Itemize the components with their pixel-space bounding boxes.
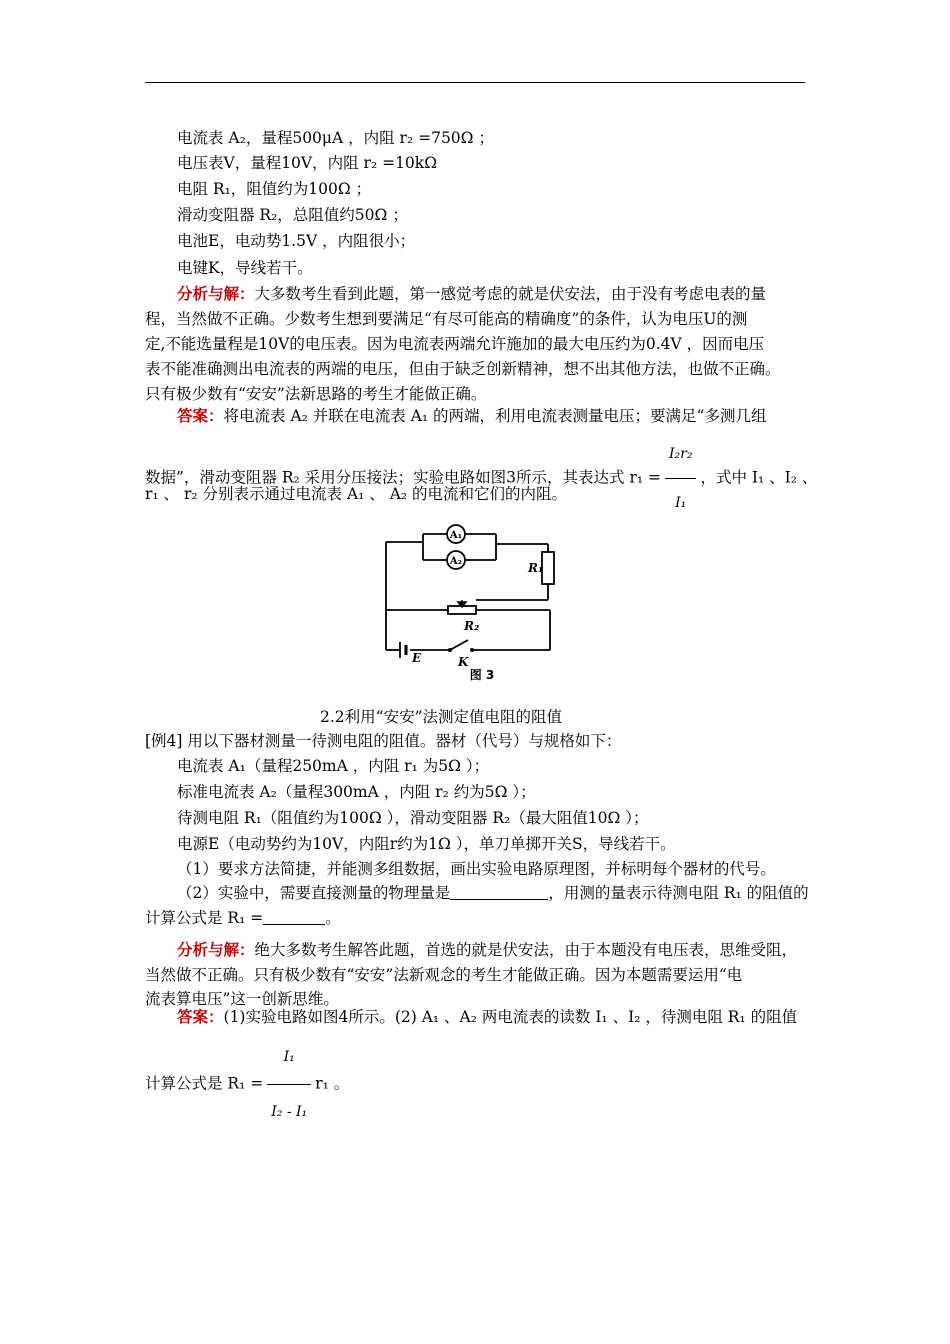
ex4-analysis-line-1 bbox=[177, 940, 797, 960]
ex4-answer-text-2a: 计算公式是 R₁ = bbox=[145, 1074, 264, 1093]
ex4-analysis-line-3: 流表算电压”这一创新思维。 bbox=[145, 990, 339, 1008]
ex3-analysis-line-1 bbox=[177, 284, 766, 304]
ex4-line-2: 标准电流表 A₂（量程300mA ，内阻 r₂ 约为5Ω ）； bbox=[177, 783, 536, 801]
circuit-diagram bbox=[378, 522, 578, 682]
ex3-line-2: 电压表V，量程10V，内阻 r₂ =10kΩ bbox=[177, 154, 438, 172]
ex4-formula-denominator: I₂ - I₁ bbox=[271, 1104, 308, 1120]
ex4-intro: [例4] 用以下器材测量一待测电阻的阻值。器材（代号）与规格如下： bbox=[145, 732, 622, 750]
ex4-answer-text-2b: r₁ 。 bbox=[315, 1074, 350, 1093]
ex3-line-3: 电阻 R₁，阻值约为100Ω ； bbox=[177, 180, 372, 198]
ex3-formula-denominator: I₁ bbox=[675, 495, 687, 511]
ex3-answer-line-3: r₁ 、 r₂ 分别表示通过电流表 A₁ 、 A₂ 的电流和它们的内阻。 bbox=[145, 485, 568, 503]
ex4-analysis-text-1: 绝大多数考生解答此题，首选的就是伏安法，由于本题没有电压表，思维受阻， bbox=[254, 941, 798, 959]
ex4-answer-line-1 bbox=[177, 1007, 797, 1027]
ex4-question-2-line-2 bbox=[145, 908, 341, 928]
ex3-answer-text-1: 将电流表 A₂ 并联在电流表 A₁ 的两端，利用电流表测量电压；要满足“多测几组 bbox=[223, 407, 767, 425]
ex3-analysis-line-2: 程，当然做不正确。少数考生想到要满足“有尽可能高的精确度”的条件，认为电压U的测 bbox=[145, 310, 748, 328]
ex4-q2-text-d: 。 bbox=[325, 909, 341, 927]
header-rule bbox=[145, 82, 805, 83]
ex3-analysis-line-5: 只有极少数有“安安”法新思路的考生才能做正确。 bbox=[145, 385, 487, 403]
ex4-line-3: 待测电阻 R₁（阻值约为100Ω ），滑动变阻器 R₂（最大阻值10Ω ）； bbox=[177, 809, 649, 827]
ex3-answer-line-2 bbox=[145, 432, 817, 525]
r1-label: R₁ bbox=[528, 561, 544, 575]
ex3-line-5: 电池E，电动势1.5V ，内阻很小； bbox=[177, 232, 416, 250]
ex3-analysis-line-4: 表不能准确测出电流表的两端的电压，但由于缺乏创新精神，想不出其他方法，也做不正确。 bbox=[145, 360, 781, 378]
meter-a2-label: A₂ bbox=[449, 556, 463, 567]
ex3-line-4: 滑动变阻器 R₂，总阻值约50Ω ； bbox=[177, 206, 408, 224]
ex4-q2-blank-1 bbox=[450, 884, 548, 900]
ex3-answer-line-1 bbox=[177, 406, 766, 426]
ex3-analysis-text-1: 大多数考生看到此题，第一感觉考虑的就是伏安法，由于没有考虑电表的量 bbox=[254, 285, 767, 303]
ex3-analysis-line-3: 定,不能选量程是10V的电压表。因为电流表两端允许施加的最大电压约为0.4V ，因而电压 bbox=[145, 335, 765, 353]
ex3-line-6: 电键K，导线若干。 bbox=[177, 259, 313, 277]
ex3-formula-numerator: I₂r₂ bbox=[665, 432, 696, 479]
ex3-analysis-label: 分析与解： bbox=[177, 284, 255, 303]
ex4-answer-label: 答案： bbox=[177, 1007, 224, 1026]
ex4-line-4: 电源E（电动势约为10V，内阻r约为1Ω ），单刀单掷开关S，导线若干。 bbox=[177, 835, 676, 853]
ex4-analysis-line-2: 当然做不正确。只有极少数有“安安”法新观念的考生才能做正确。因为本题需要运用“电 bbox=[145, 966, 743, 984]
ex4-answer-text-1: (1)实验电路如图4所示。(2) A₁ 、A₂ 两电流表的读数 I₁ 、I₂ ，待测电阻 R₁ 的阻值 bbox=[223, 1008, 798, 1026]
ex4-q2-blank-2 bbox=[263, 909, 325, 925]
ex4-q2-text-a: （2）实验中，需要直接测量的物理量是 bbox=[177, 884, 451, 902]
section-heading: 2.2利用“安安”法测定值电阻的阻值 bbox=[320, 708, 562, 726]
ex4-formula-fraction bbox=[267, 1032, 311, 1137]
figure-caption: 图 3 bbox=[469, 668, 495, 682]
ex3-line-1: 电流表 A₂，量程500μA ，内阻 r₂ =750Ω ； bbox=[177, 129, 494, 147]
ex4-line-1: 电流表 A₁（量程250mA ，内阻 r₁ 为5Ω ）； bbox=[177, 757, 490, 775]
ex3-answer-label: 答案： bbox=[177, 406, 224, 425]
k-label: K bbox=[458, 655, 469, 669]
r2-label: R₂ bbox=[464, 619, 480, 633]
ex4-q2-text-b: ，用测的量表示待测电阻 R₁ 的阻值的 bbox=[548, 884, 809, 902]
ex3-formula-fraction bbox=[665, 432, 696, 525]
ex3-answer-text-2b: ，式中 I₁ 、I₂ 、 bbox=[700, 468, 818, 487]
figure-3-circuit bbox=[378, 522, 578, 686]
ex4-question-2-line-1 bbox=[177, 883, 809, 903]
ex4-formula-numerator: I₁ bbox=[267, 1032, 311, 1085]
ex4-answer-line-2 bbox=[145, 1032, 349, 1137]
meter-a1-label: A₁ bbox=[449, 530, 463, 541]
ex4-q2-text-c: 计算公式是 R₁ = bbox=[145, 909, 264, 927]
ex4-question-1: （1）要求方法简捷，并能测多组数据，画出实验电路原理图，并标明每个器材的代号。 bbox=[177, 860, 776, 878]
ex4-analysis-label: 分析与解： bbox=[177, 940, 255, 959]
e-label: E bbox=[412, 651, 422, 665]
ex3-answer-text-2a: 数据”，滑动变阻器 R₂ 采用分压接法；实验电路如图3所示，其表达式 r₁ = bbox=[145, 468, 661, 487]
